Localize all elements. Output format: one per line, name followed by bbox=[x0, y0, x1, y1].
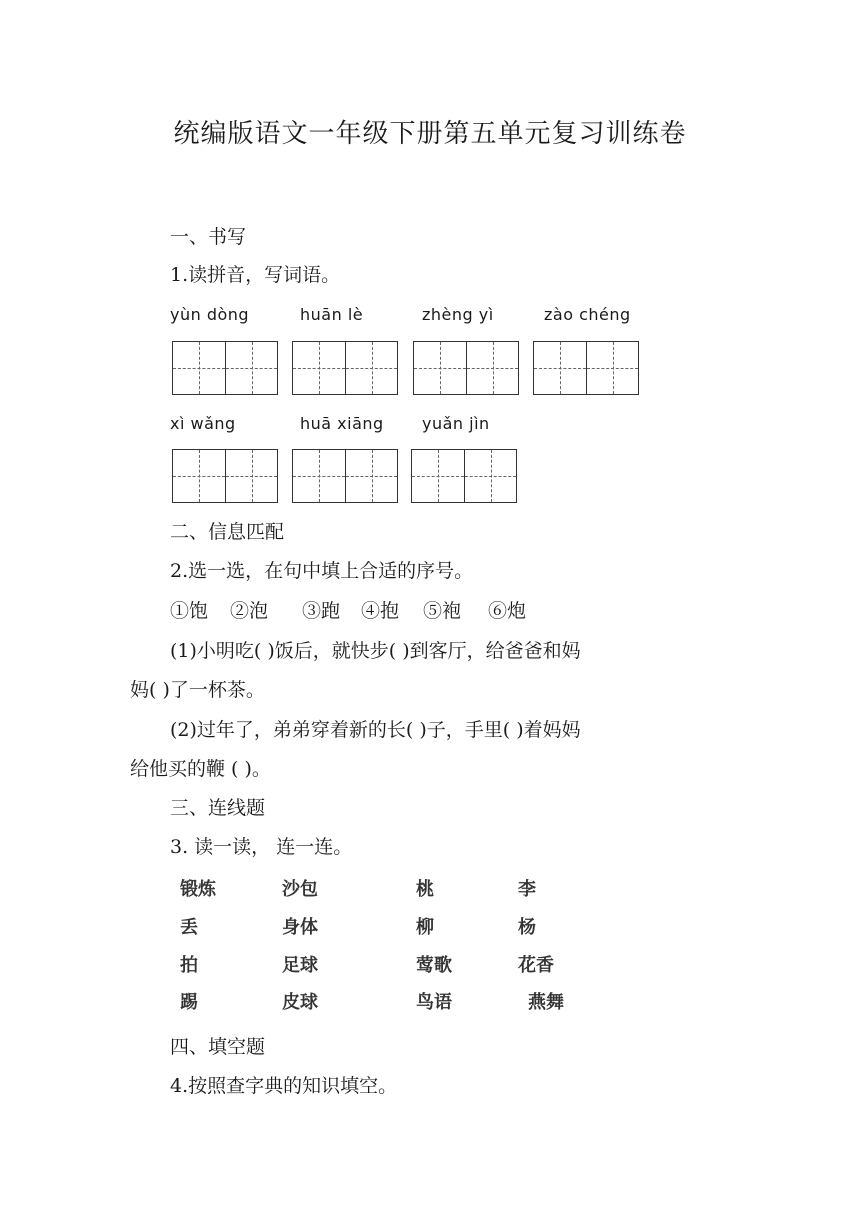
match-word[interactable]: 杨 bbox=[518, 917, 536, 938]
sentence-2-line-1: (2)过年了，弟弟穿着新的长( )子，手里( )着妈妈 bbox=[170, 719, 581, 741]
match-word[interactable]: 锻炼 bbox=[180, 879, 216, 900]
match-word[interactable]: 丢 bbox=[180, 917, 198, 938]
sentence-1-line-2: 妈( )了一杯茶。 bbox=[130, 679, 265, 701]
match-word[interactable]: 足球 bbox=[282, 955, 318, 976]
pinyin-huaxiang: huā xiāng bbox=[300, 414, 384, 433]
match-word[interactable]: 燕舞 bbox=[528, 992, 564, 1013]
writing-grid-huaxiang[interactable] bbox=[292, 449, 398, 503]
match-word[interactable]: 柳 bbox=[416, 917, 434, 938]
question-2: 2.选一选，在句中填上合适的序号。 bbox=[170, 560, 474, 582]
writing-grid-yuanjin[interactable] bbox=[411, 449, 517, 503]
section-heading-writing: 一、书写 bbox=[170, 226, 247, 248]
pinyin-huanle: huān lè bbox=[300, 305, 364, 324]
match-word[interactable]: 沙包 bbox=[282, 879, 318, 900]
writing-grid-yundong[interactable] bbox=[172, 341, 278, 395]
pinyin-yuanjin: yuǎn jìn bbox=[422, 414, 490, 433]
section-heading-fill-blank: 四、填空题 bbox=[170, 1036, 266, 1058]
pinyin-zaocheng: zào chéng bbox=[544, 305, 631, 324]
match-word[interactable]: 皮球 bbox=[282, 992, 318, 1013]
sentence-1-line-1: (1)小明吃( )饭后，就快步( )到客厅，给爸爸和妈 bbox=[170, 640, 581, 662]
match-word[interactable]: 桃 bbox=[416, 879, 434, 900]
question-3: 3. 读一读， 连一连。 bbox=[170, 836, 353, 858]
page-title: 统编版语文一年级下册第五单元复习训练卷 bbox=[173, 119, 687, 149]
option-2: ②泡 bbox=[230, 600, 269, 622]
section-heading-matching: 二、信息匹配 bbox=[170, 521, 285, 543]
writing-grid-zaocheng[interactable] bbox=[533, 341, 639, 395]
writing-grid-zhengyi[interactable] bbox=[413, 341, 519, 395]
writing-grid-xiwang[interactable] bbox=[172, 449, 278, 503]
sentence-2-line-2: 给他买的鞭 ( )。 bbox=[130, 758, 271, 780]
option-1: ①饱 bbox=[170, 600, 209, 622]
option-4: ④抱 bbox=[361, 600, 400, 622]
match-word[interactable]: 拍 bbox=[180, 955, 198, 976]
match-word[interactable]: 鸟语 bbox=[416, 992, 452, 1013]
section-heading-line-matching: 三、连线题 bbox=[170, 797, 266, 819]
writing-grid-huanle[interactable] bbox=[292, 341, 398, 395]
match-word[interactable]: 踢 bbox=[180, 992, 198, 1013]
pinyin-zhengyi: zhèng yì bbox=[422, 305, 494, 324]
question-1: 1.读拼音，写词语。 bbox=[170, 264, 341, 286]
match-word[interactable]: 莺歌 bbox=[416, 955, 452, 976]
match-word[interactable]: 李 bbox=[518, 879, 536, 900]
option-6: ⑥炮 bbox=[488, 600, 527, 622]
match-word[interactable]: 身体 bbox=[282, 917, 318, 938]
pinyin-xiwang: xì wǎng bbox=[170, 414, 236, 433]
option-5: ⑤袍 bbox=[423, 600, 462, 622]
option-3: ③跑 bbox=[302, 600, 341, 622]
match-word[interactable]: 花香 bbox=[518, 955, 554, 976]
pinyin-yundong: yùn dòng bbox=[170, 305, 250, 324]
question-4: 4.按照查字典的知识填空。 bbox=[170, 1075, 398, 1097]
